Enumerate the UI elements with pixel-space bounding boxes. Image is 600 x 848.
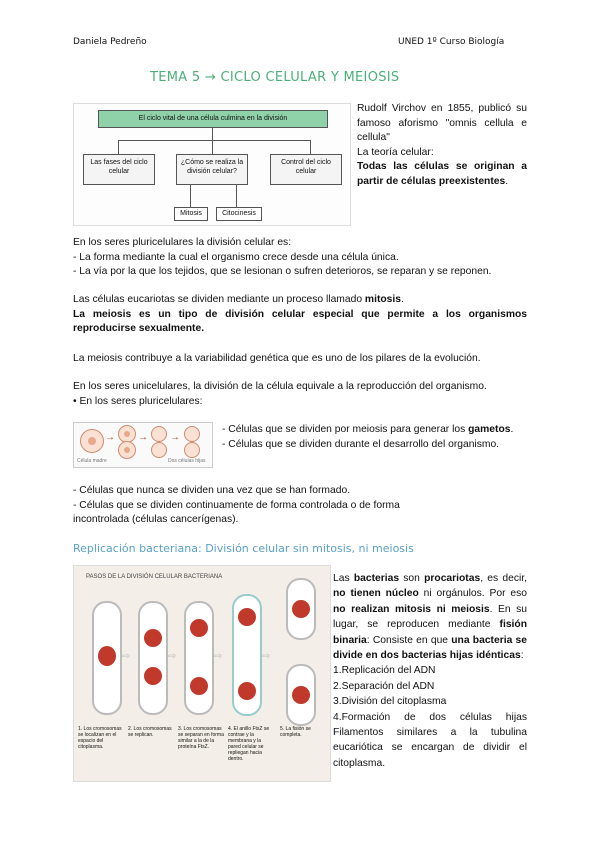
diagram-box-control: Control del ciclo celular [270, 154, 342, 185]
virchow-text: Rudolf Virchov en 1855, publicó su famoso aforismo "omnis cellula e cellula" La teoría celular: Todas las células se originan a partir de células preexistentes. [357, 103, 527, 187]
para-unicelulares: En los seres unicelulares, la división de la célula equivale a la reproducción del organismo. • En los seres pluricelulares: [73, 381, 487, 407]
bacterial-division-image: PASOS DE LA DIVISIÓN CELULAR BACTERIANA ⇨ ⇨ ⇨ ⇨ 1. Los cromosomas se localizan en el espacio del citoplasma. 2. Los cromosomas se replican. 3. Los cromosomas se separan en forma similar a la de la proteína FtsZ. 4. El anillo FtsZ se contrae y la membrana y la pared celular se repliegan hacia dentro. 5. La fisión se completa. [73, 565, 331, 782]
bacterial-diagram-title: PASOS DE LA DIVISIÓN CELULAR BACTERIANA [86, 574, 223, 580]
diagram-box-phases: Las fases del ciclo celular [83, 154, 155, 185]
header-author: Daniela Pedreño [73, 37, 147, 47]
caption-step3: 3. Los cromosomas se separan en forma similar a la de la proteína FtsZ. [178, 726, 224, 750]
cell-division-image: → → → Célula madre Dos células hijas [73, 422, 213, 468]
para-cell-types-1: - Células que se dividen por meiosis para generar los gametos. - Células que se dividen durante el desarrollo del organismo. [222, 424, 514, 450]
diagram-box-division: ¿Cómo se realiza la división celular? [176, 154, 248, 185]
virchow-line2: La teoría celular: [357, 146, 434, 158]
para-cell-types-2: - Células que nunca se dividen una vez que se han formado. - Células que se dividen continuamente de forma controlada o de forma incontrolada (células cancerígenas). [73, 485, 400, 526]
caption-step5: 5. La fisión se completa. [280, 726, 311, 738]
diagram-box-cytokinesis: Citocinesis [216, 207, 262, 221]
header-course: UNED 1º Curso Biología [398, 37, 505, 47]
para-pluricelulares: En los seres pluricelulares la división celular es: - La forma mediante la cual el organismo crece desde una célula única. - La vía por la que los tejidos, que se lesionan o sufren deterioros, se reparan y se reponen. [73, 237, 492, 278]
caption-step1: 1. Los cromosomas se localizan en el espacio del citoplasma. [78, 726, 122, 750]
cell-cycle-diagram [73, 103, 351, 226]
para-meiosis: Las células eucariotas se dividen mediante un proceso llamado mitosis. La meiosis es un tipo de división celular especial que permite a los organismos reproducirse sexualmente. [73, 294, 527, 335]
virchow-line1: Rudolf Virchov en 1855, publicó su famoso aforismo "omnis cellula e cellula" [357, 103, 527, 144]
caption-step2: 2. Los cromosomas se replican. [128, 726, 172, 738]
virchow-bold: Todas las células se originan a partir de células preexistentes [357, 161, 527, 187]
diagram-box-mitosis: Mitosis [174, 207, 208, 221]
label-daughter-cells: Dos células hijas [168, 458, 206, 464]
label-mother-cell: Célula madre [77, 458, 107, 464]
para-variability: La meiosis contribuye a la variabilidad genética que es uno de los pilares de la evolución. [73, 353, 481, 364]
diagram-top-box: El ciclo vital de una célula culmina en la división [98, 110, 328, 128]
bacteria-text: Las bacterias son procariotas, es decir, no tienen núcleo ni orgánulos. Por eso no realizan mitosis ni meiosis. En su lugar, se reproducen mediante fisión binaria: Consiste en que una bacteria se divide en dos bacterias hijas idénticas: 1.Replicación del ADN 2.Separación del ADN 3.División del citoplasma 4.Formación de dos células hijas Filamentos similares a la tubulina eucariótica se encargan de dividir el citoplasma. [333, 573, 527, 769]
caption-step4: 4. El anillo FtsZ se contrae y la membrana y la pared celular se repliegan hacia dentro. [228, 726, 270, 762]
page-title: TEMA 5 → CICLO CELULAR Y MEIOSIS [150, 70, 400, 85]
section-subtitle: Replicación bacteriana: División celular sin mitosis, ni meiosis [73, 542, 414, 555]
